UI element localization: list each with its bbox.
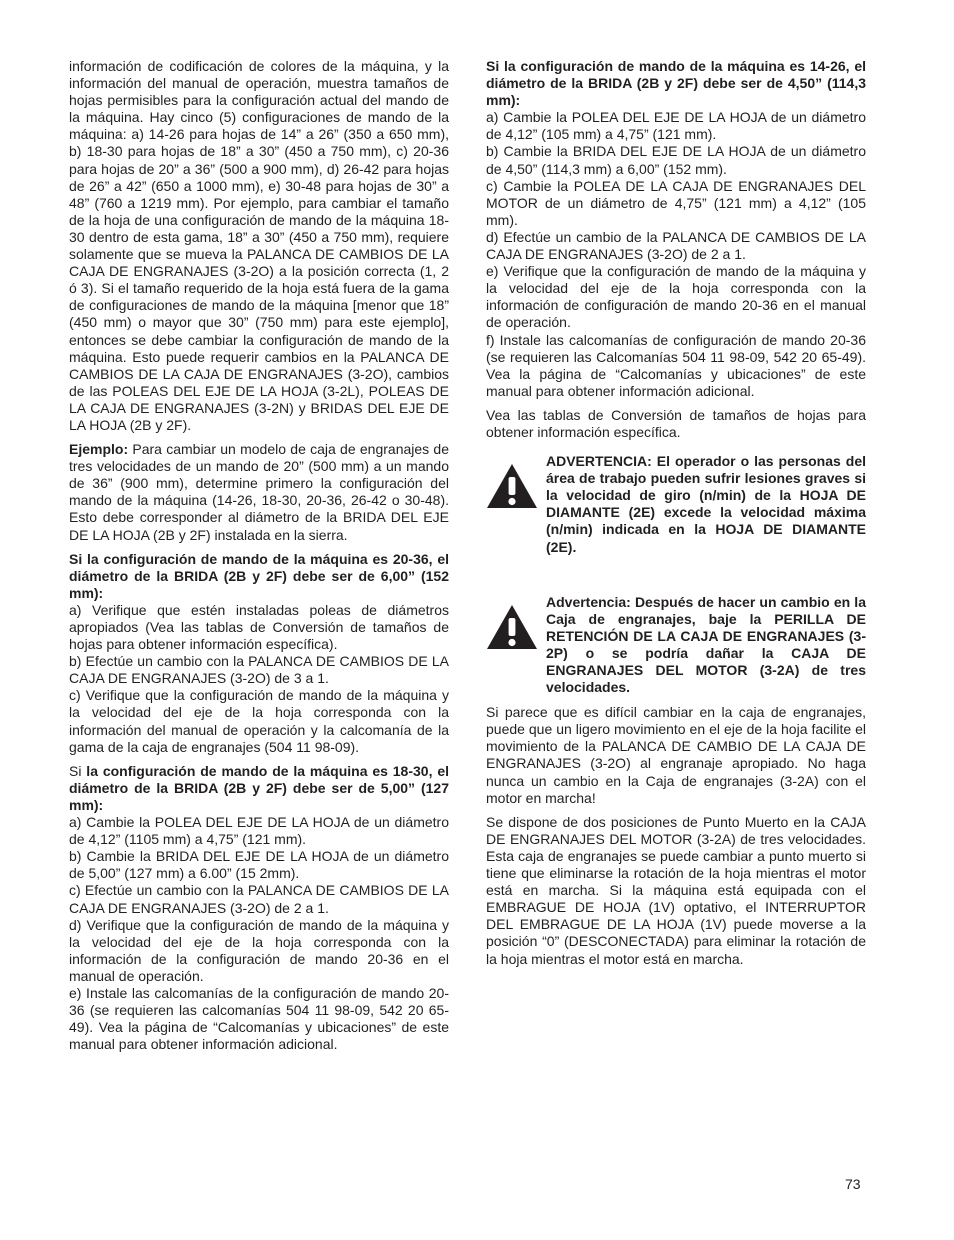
warning-block-1 — [486, 453, 866, 556]
step-18-30-a: a) Cambie la POLEA DEL EJE DE LA HOJA de un diámetro de 4,12” (1105 mm) a 4,75” (121 mm). — [69, 814, 449, 848]
warning-triangle-icon — [486, 463, 538, 513]
step-14-26-e: e) Verifique que la configuración de mando de la máquina y la velocidad del eje de la hoja corresponda con la información de configuración de mando 20-36 en el manual de operación. — [486, 263, 866, 331]
example-paragraph — [69, 441, 449, 544]
example-text: Para cambiar un modelo de caja de engranajes de tres velocidades de un mando de 20” (500 mm) a un mando de 36” (900 mm), determine primero la configuración del mando de la máquina (14-26, 18-30, 20-36, 26-42 o 30-48). Esto debe corresponder al diámetro de la BRIDA DEL EJE DE LA HOJA (2B y 2F) instalada en la sierra. — [69, 441, 449, 543]
warning-block-2 — [486, 594, 866, 697]
right-column — [486, 58, 866, 975]
example-label: Ejemplo: — [69, 441, 129, 458]
step-14-26-f: f) Instale las calcomanías de configuración de mando 20-36 (se requieren las Calcomanías 504 11 98-09, 542 20 65-49). Vea la página de “Calcomanías y ubicaciones” de este manual para obtener información adicional. — [486, 331, 866, 399]
tables-note: Vea las tablas de Conversión de tamaños de hojas para obtener información específica. — [486, 406, 866, 440]
heading-18-30-text: la configuración de mando de la máquina es 18-30, el diámetro de la BRIDA (2B y 2F) debe ser de 5,00” (127 mm): — [69, 762, 449, 813]
step-18-30-b: b) Cambie la BRIDA DEL EJE DE LA HOJA de un diámetro de 5,00” (127 mm) a 6.00” (15 2mm). — [69, 848, 449, 882]
page-number: 73 — [845, 1176, 861, 1192]
step-14-26-b: b) Cambie la BRIDA DEL EJE DE LA HOJA de un diámetro de 4,50” (114,3 mm) a 6,00” (152 mm). — [486, 143, 866, 177]
heading-18-30-prefix: Si — [69, 762, 82, 779]
step-14-26-c: c) Cambie la POLEA DE LA CAJA DE ENGRANAJES DEL MOTOR de un diámetro de 4,75” (121 mm) a 4,12” (105 mm). — [486, 177, 866, 228]
intro-paragraph: información de codificación de colores de la máquina, y la información del manual de operación, muestra tamaños de hojas permisibles para la configuración actual del mando de la máquina. Hay cinco (5) configuraciones de mando de la máquina: a) 14-26 para hojas de 14” a 26” (350 a 650 mm), b) 18-30 para hojas de 18” a 30” (450 a 750 mm), c) 20-36 para hojas de 20” a 36” (500 a 900 mm), d) 26-42 para hojas de 26” a 42” (650 a 1000 mm), e) 30-48 para hojas de 30” a 48” (760 a 1219 mm). Por ejemplo, para cambiar el tamaño de la hoja de una configuración de mando de la máquina 18-30 dentro de esta gama, 18” a 30” (450 a 750 mm), requiere solamente que se mueva la PALANCA DE CAMBIOS DE LA CAJA DE ENGRANAJES (3-2O) a la posición correcta (1, 2 ó 3). Si el tamaño requerido de la hoja está fuera de la gama de configuraciones de mando de la máquina [menor que 18” (450 mm) o mayor que 30” (750 mm) para este ejemplo], entonces se debe cambiar la configuración de mando de la máquina. Esto puede requerir cambios en la PALANCA DE CAMBIOS DE LA CAJA DE ENGRANAJES (3-2O), cambios de las POLEAS DEL EJE DE LA HOJA (3-2L), POLEAS DE LA CAJA DE ENGRANAJES (3-2N) y BRIDAS DEL EJE DE LA HOJA (2B y 2F). — [69, 58, 449, 433]
step-20-36-b: b) Efectúe un cambio con la PALANCA DE CAMBIOS DE LA CAJA DE ENGRANAJES (3-2O) de 3 a 1. — [69, 653, 449, 687]
step-20-36-a: a) Verifique que estén instaladas poleas de diámetros apropiados (Vea las tablas de Conversión de tamaños de hojas para obtener información específica). — [69, 601, 449, 653]
heading-14-26: Si la configuración de mando de la máquina es 14-26, el diámetro de la BRIDA (2B y 2F) debe ser de 4,50” (114,3 mm): — [486, 58, 866, 109]
step-18-30-d: d) Verifique que la configuración de mando de la máquina y la velocidad del eje de la hoja corresponda con la información de la configuración de mando 20-36 en el manual de operación. — [69, 916, 449, 984]
gear-change-paragraph: Si parece que es difícil cambiar en la caja de engranajes, puede que un ligero movimiento en el eje de la hoja facilite el movimiento de la PALANCA DE CAMBIO DE LA CAJA DE ENGRANAJES (3-2O) al engranaje apropiado. No haga nunca un cambio en la Caja de engranajes (3-2A) con el motor en marcha! — [486, 704, 866, 806]
warning-triangle-icon — [486, 604, 538, 654]
warning-text-2: Advertencia: Después de hacer un cambio en la Caja de engranajes, baje la PERILLA DE RETENCIÓN DE LA CAJA DE ENGRANAJES (3-2P) o se podría dañar la CAJA DE ENGRANAJES DEL MOTOR (3-2A) de tres velocidades. — [546, 593, 866, 696]
warning-text-1: ADVERTENCIA: El operador o las personas del área de trabajo pueden sufrir lesiones graves si la velocidad de giro (n/min) de la HOJA DE DIAMANTE (2E) excede la velocidad máxima (n/min) indicada en la HOJA DE DIAMANTE (2E). — [546, 453, 866, 555]
step-18-30-c: c) Efectúe un cambio con la PALANCA DE CAMBIOS DE LA CAJA DE ENGRANAJES (3-2O) de 2 a 1. — [69, 882, 449, 916]
heading-20-36: Si la configuración de mando de la máquina es 20-36, el diámetro de la BRIDA (2B y 2F) debe ser de 6,00” (152 mm): — [69, 550, 449, 601]
neutral-paragraph: Se dispone de dos posiciones de Punto Muerto en la CAJA DE ENGRANAJES DEL MOTOR (3-2A) de tres velocidades. Esta caja de engranajes se puede cambiar a punto muerto si tiene que eliminarse la rotación de la hoja mientras el motor está en marcha. Si la máquina está equipada con el EMBRAGUE DE HOJA (1V) optativo, el INTERRUPTOR DEL EMBRAGUE DE LA HOJA (1V) puede moverse a la posición “0” (DESCONECTADA) para eliminar la rotación de la hoja mientras el motor está en marcha. — [486, 813, 866, 967]
step-20-36-c: c) Verifique que la configuración de mando de la máquina y la velocidad del eje de la hoja corresponda con la información del manual de operación y la calcomanía de la gama de la caja de engranajes (504 11 98-09). — [69, 687, 449, 755]
heading-18-30 — [69, 763, 449, 814]
left-column — [69, 58, 449, 1053]
step-14-26-a: a) Cambie la POLEA DEL EJE DE LA HOJA de un diámetro de 4,12” (105 mm) a 4,75” (121 mm). — [486, 109, 866, 143]
step-18-30-e: e) Instale las calcomanías de la configuración de mando 20-36 (se requieren las calcomanías 504 11 98-09, 542 20 65-49). Vea la página de “Calcomanías y ubicaciones” de este manual para obtener información adicional. — [69, 984, 449, 1053]
step-14-26-d: d) Efectúe un cambio de la PALANCA DE CAMBIOS DE LA CAJA DE ENGRANAJES (3-2O) de 2 a 1. — [486, 228, 866, 263]
